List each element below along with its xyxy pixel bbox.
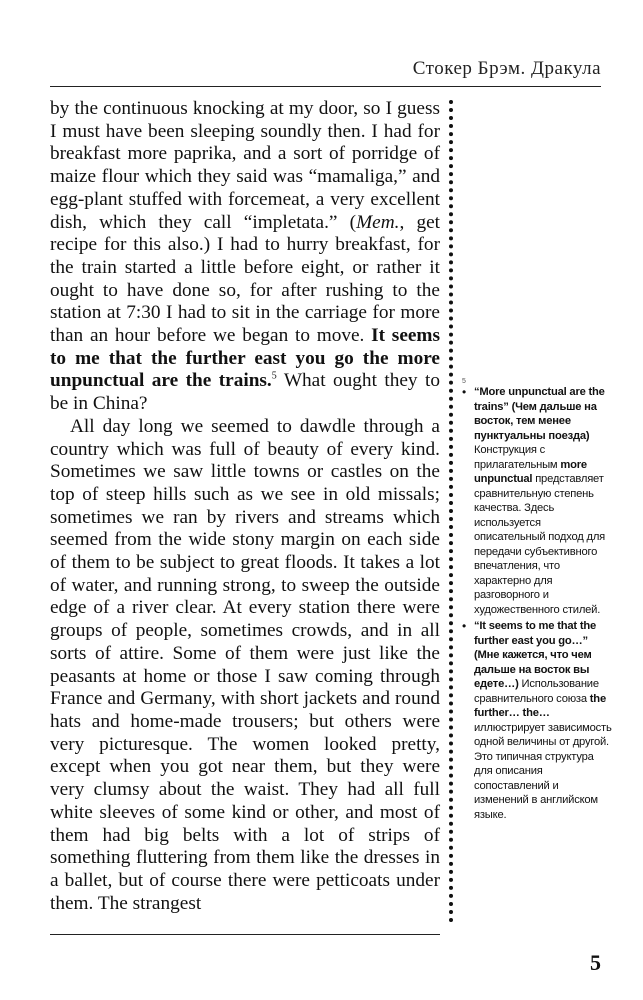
- sidenote-2: [462, 619, 612, 822]
- sidenote-1-heading: “More unpunctual are the trains” (Чем дальше на восток, тем менее пунктуальны поезда): [474, 386, 605, 442]
- main-text-column: [50, 98, 440, 915]
- paragraph-1-text-a: by the continuous knocking at my door, so I guess I must have been sleeping soundly then. I had for breakfast more paprika, and a sort of porridge of maize flour which they said was “mamaliga,” and egg-plant stuffed with forcemeat, a very excellent dish, which they call “impletata.” (: [50, 98, 440, 233]
- sidenote-2-text-a: Использование сравнительного союза: [474, 678, 599, 705]
- paragraph-1-text-b: , get recipe for this also.) I had to hurry breakfast, for the train started a little before eight, or rather it ought to have done so, for after rushing to the station at 7:30 I had to sit in the carriage for more than an hour before we began to move.: [50, 211, 441, 347]
- sidenote-2-heading: “It seems to me that the further east you go…” (Мне кажется, что чем дальше на восток вы едете…): [474, 620, 597, 690]
- header-divider: [50, 86, 601, 87]
- running-header-title: Стокер Брэм. Дракула: [412, 58, 601, 79]
- sidenote-2-term: the further… the…: [474, 692, 606, 719]
- paragraph-1-text-c: What ought they to be in China?: [50, 370, 440, 415]
- footnote-marker: 5: [271, 371, 277, 383]
- sidenotes-column: [462, 385, 612, 822]
- footer-divider: [50, 934, 440, 935]
- paragraph-1-highlight: It seems to me that the further east you go the more unpunctual are the trains.: [50, 325, 440, 392]
- margin-dotted-divider: [449, 100, 453, 923]
- paragraph-1-italic-mem: Mem.: [356, 211, 400, 233]
- sidenote-number: 5: [462, 378, 466, 385]
- sidenote-2-text-b: иллюстрирует зависимость одной величины от другой. Это типичная структура для описания сопоставлений и изменений в английском языке.: [474, 721, 612, 821]
- paragraph-2: All day long we seemed to dawdle through a country which was full of beauty of every kind. Sometimes we saw little towns or castles on the top of steep hills such as we see in old missals; sometimes we ran by rivers and streams which seemed from the wide stony margin on each side of them to be subject to great floods. It takes a lot of water, and running strong, to sweep the outside edge of a river clear. At every station there were groups of people, sometimes crowds, and in all sorts of attire. Some of them were just like the peasants at home or those I saw coming through France and Germany, with short jackets and round hats and home-made trousers; but others were very picturesque. The women looked pretty, except when you got near them, but they were very clumsy about the waist. They had all full white sleeves of some kind or other, and most of them had big belts with a lot of strips of something fluttering from them like the dresses in a ballet, but of course there were petticoats under them. The strangest: [50, 415, 440, 914]
- page-number: 5: [590, 950, 601, 975]
- paragraph-1: [50, 98, 440, 416]
- sidenote-1-text-b: представляет сравнительную степень качества. Здесь используется описательный подход для передачи субъективного впечатления, что характерно для разговорного и художественного стилей.: [474, 473, 606, 616]
- sidenote-1: [462, 385, 612, 617]
- sidenote-1-text-a: Конструкция с прилагательным: [474, 444, 561, 471]
- sidenote-1-term: more unpunctual: [474, 458, 587, 485]
